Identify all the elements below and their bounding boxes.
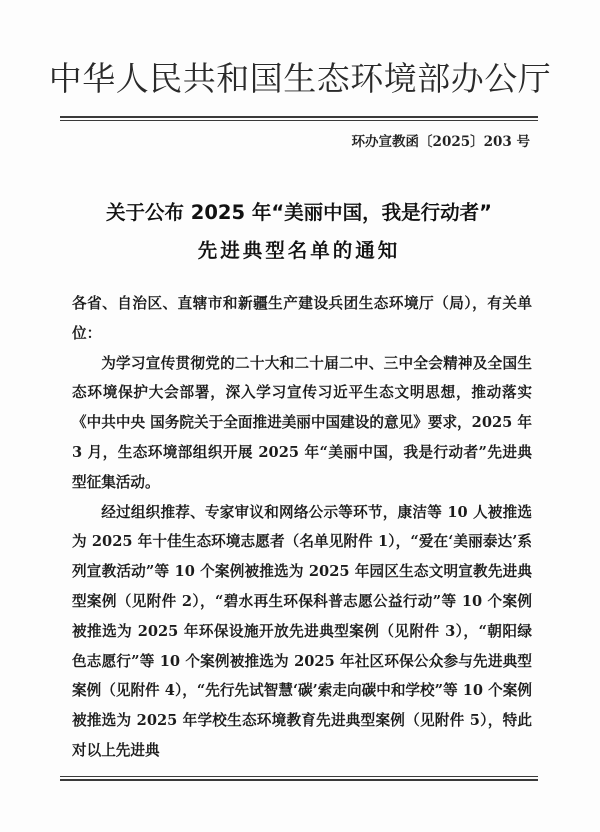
body-text (72, 289, 532, 766)
document-number: 环办宣教函〔2025〕203 号 (351, 134, 530, 150)
paragraph-2: 经过组织推荐、专家审议和网络公示等环节，康洁等 10 人被推选为 2025 年十佳生态环境志愿者（名单见附件 1），“爱在‘美丽泰达’系列宣教活动”等 10 个案例被推选为 2025 年园区生态文明宣教先进典型案例（见附件 2），“碧水再生环保科普志愿公益行动”等 10 个案例被推选为 2025 年环保设施开放先进典型案例（见附件 3），“朝阳绿色志愿行”等 10 个案例被推选为 2025 年社区环保公众参与先进典型案例（见附件 4），“先行先试智慧‘碳’索走向碳中和学校”等 10 个案例被推选为 2025 年学校生态环境教育先进典型案例（见附件 5），特此对以上先进典 (72, 503, 532, 759)
footer-rule-thin (60, 776, 538, 777)
paragraph-1: 为学习宣传贯彻党的二十大和二十届二中、三中全会精神及全国生态环境保护大会部署，深入学习宣传习近平生态文明思想，推动落实《中共中央 国务院关于全面推进美丽中国建设的意见》要求，2025 年 3 月，生态环境部组织开展 2025 年“美丽中国，我是行动者”先进典型征集活动。 (72, 354, 532, 491)
title-line-1: 关于公布 2025 年“美丽中国，我是行动者” (106, 201, 492, 224)
issuer-masthead: 中华人民共和国生态环境部办公厅 (48, 59, 552, 98)
title-line-2: 先进典型名单的通知 (197, 239, 401, 262)
footer-rule-thick (60, 779, 538, 781)
header-rule-thin (60, 120, 538, 121)
addressee: 各省、自治区、直辖市和新疆生产建设兵团生态环境厅（局），有关单位： (72, 295, 532, 342)
header-rule-thick (60, 116, 538, 118)
